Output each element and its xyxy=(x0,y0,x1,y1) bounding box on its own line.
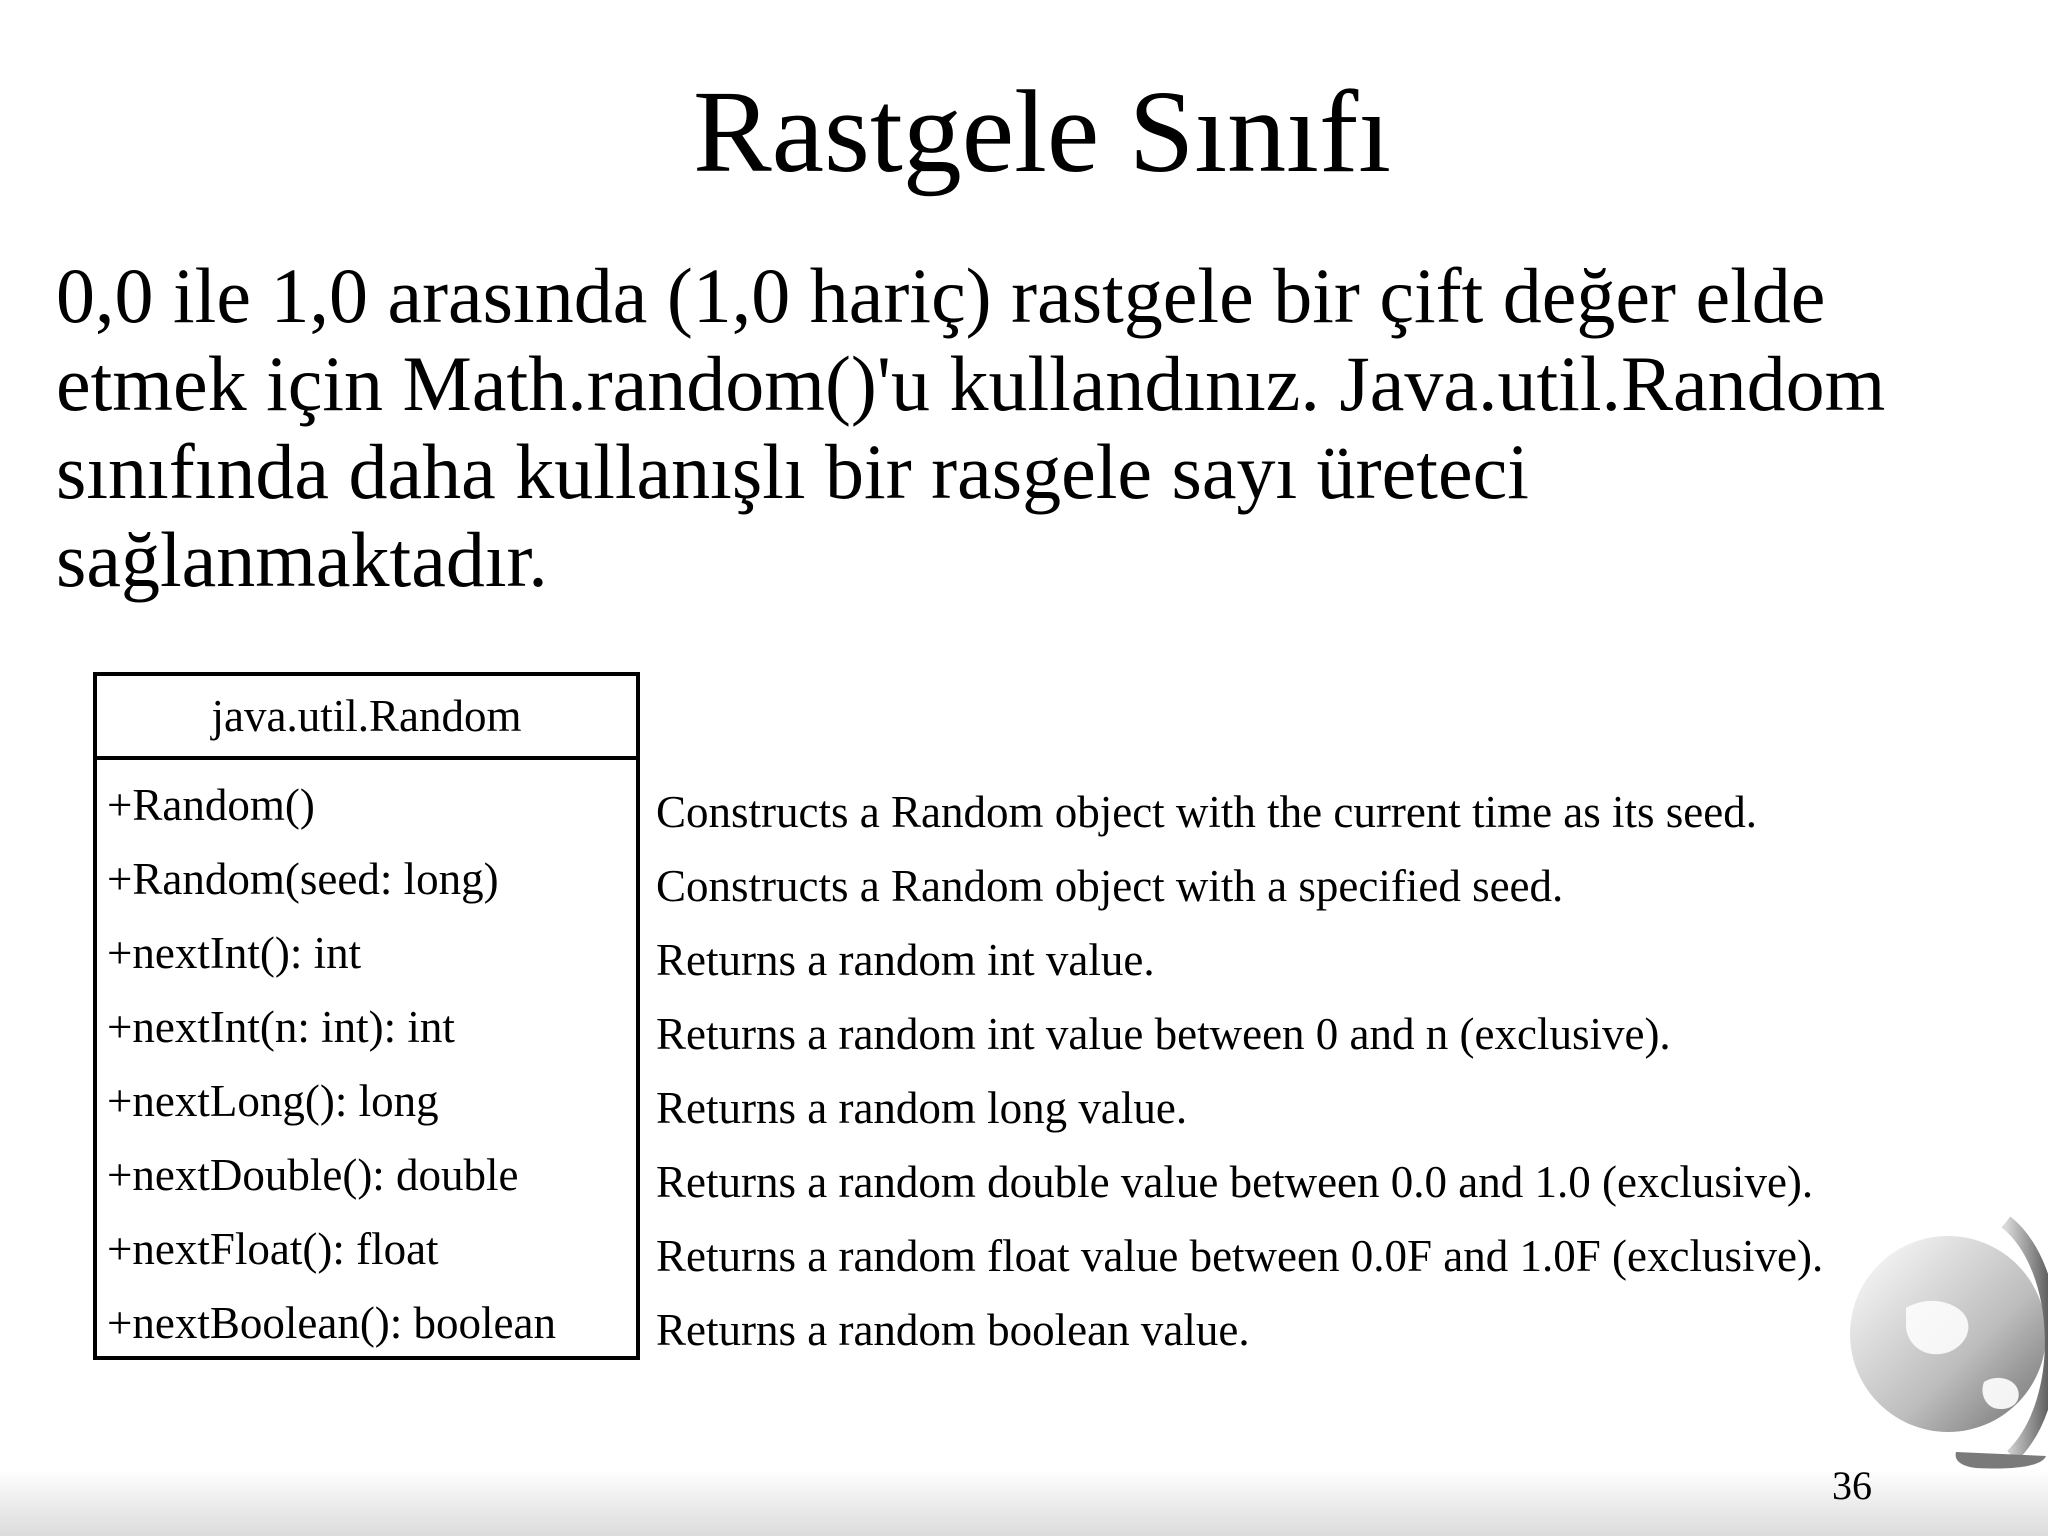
method-description: Returns a random double value between 0.0 and 1.0 (exclusive). xyxy=(656,1157,1814,1207)
uml-method-next-boolean: +nextBoolean(): boolean xyxy=(107,1298,556,1348)
uml-method-next-long: +nextLong(): long xyxy=(107,1076,439,1126)
page-number: 36 xyxy=(1832,1463,1872,1508)
method-description: Constructs a Random object with a specified seed. xyxy=(656,861,1564,911)
slide-footer-band xyxy=(0,1470,2048,1536)
method-description: Constructs a Random object with the current time as its seed. xyxy=(656,787,1758,837)
method-description: Returns a random boolean value. xyxy=(656,1305,1250,1355)
slide-paragraph: 0,0 ile 1,0 arasında (1,0 hariç) rastgele bir çift değer elde etmek için Math.random()'u kullandınız. Java.util.Random sınıfında daha kullanışlı bir rasgele sayı üreteci sağlanmaktadır. xyxy=(56,252,1886,603)
method-description: Returns a random float value between 0.0F and 1.0F (exclusive). xyxy=(656,1231,1824,1281)
method-description: Returns a random long value. xyxy=(656,1083,1188,1133)
uml-method-next-float: +nextFloat(): float xyxy=(107,1224,439,1274)
method-description: Returns a random int value. xyxy=(656,935,1155,985)
uml-class-name: java.util.Random xyxy=(97,676,636,760)
uml-method-next-int: +nextInt(): int xyxy=(107,928,362,978)
globe-icon xyxy=(1836,1212,2048,1482)
uml-class-box xyxy=(93,672,640,1360)
uml-method-next-double: +nextDouble(): double xyxy=(107,1150,519,1200)
method-description: Returns a random int value between 0 and n (exclusive). xyxy=(656,1009,1671,1059)
uml-method-next-int-n: +nextInt(n: int): int xyxy=(107,1002,455,1052)
uml-method-random: +Random() xyxy=(107,780,315,830)
uml-method-random-seed: +Random(seed: long) xyxy=(107,854,499,904)
slide-title: Rastgele Sınıfı xyxy=(692,66,1392,197)
